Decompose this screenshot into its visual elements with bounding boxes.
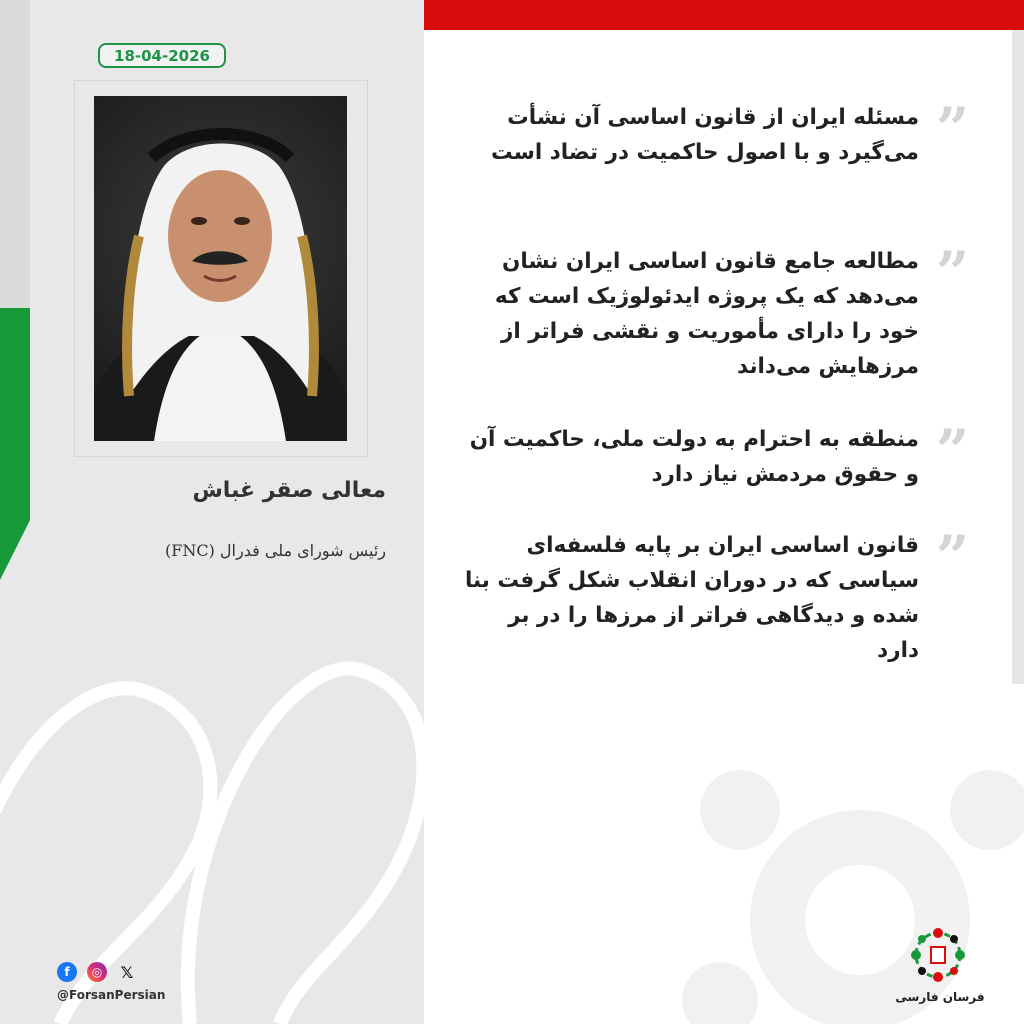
facebook-icon[interactable]: f [57,962,77,982]
social-handle[interactable]: @ForsanPersian [57,988,166,1002]
date-badge: 18-04-2026 [98,43,226,68]
quote-text: منطقه به احترام به دولت ملی، حاکمیت آن و حقوق مردمش نیاز دارد [469,427,919,487]
quote-item [460,239,980,384]
brand-logo-text: فرسان فارسی [895,990,985,1004]
quote-text: قانون اساسی ایران بر پایه فلسفه‌ای سیاسی که در دوران انقلاب شکل گرفت بنا شده و دیدگاهی فراتر از مرزها را در بر دارد [464,533,919,663]
quote-mark-icon: ” [935,239,970,307]
quote-mark-icon: ” [935,417,970,485]
portrait-photo [94,96,347,441]
left-stripe-green [0,308,30,580]
quote-item [460,417,980,492]
person-name: معالی صقر غباش [192,478,386,503]
quote-mark-icon: ” [935,95,970,163]
quote-text: مطالعه جامع قانون اساسی ایران نشان می‌دهد که یک پروژه ایدئولوژیک است که خود را دارای مأموریت و نقشی فراتر از مرزهایش می‌داند [494,249,919,379]
left-panel [0,0,424,1024]
quote-mark-icon: ” [935,523,970,591]
brand-logo-icon [905,925,971,985]
quote-item [460,523,980,668]
social-icons [57,962,137,982]
right-edge-strip [1012,30,1024,684]
portrait-illustration [94,96,347,441]
instagram-icon[interactable]: ◎ [87,962,107,982]
quote-item [460,95,980,170]
x-icon[interactable]: 𝕏 [120,962,134,982]
person-position: رئیس شورای ملی فدرال (FNC) [165,541,386,560]
quote-text: مسئله ایران از قانون اساسی آن نشأت می‌گیرد و با اصول حاکمیت در تضاد است [490,105,919,165]
top-red-bar [424,0,1024,30]
left-stripe-light [0,0,30,310]
